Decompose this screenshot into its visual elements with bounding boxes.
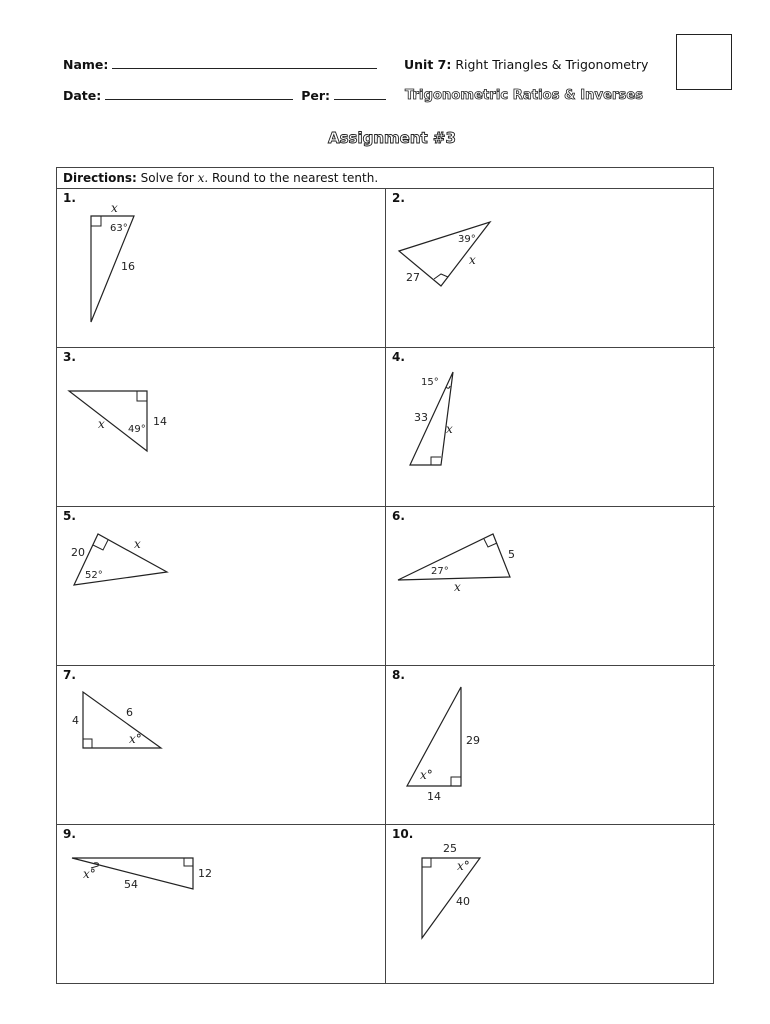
label-side: 14 [153, 415, 167, 428]
problem-8-cell [386, 666, 715, 825]
directions-label: Directions: [63, 171, 137, 185]
label-angle: x° [83, 867, 96, 881]
label-angle: 39° [458, 234, 476, 245]
problem-number: 10. [392, 827, 414, 841]
problem-number: 6. [392, 509, 405, 523]
directions-row [57, 168, 713, 189]
problem-number: 2. [392, 191, 405, 205]
label-x: x [134, 537, 141, 551]
assignment-title: Assignment #3 [328, 129, 456, 147]
period-label: Per: [301, 88, 331, 103]
label-angle: 15° [421, 377, 439, 388]
date-blank[interactable] [105, 89, 293, 100]
label-angle: x° [420, 768, 433, 782]
label-side: 4 [72, 714, 79, 727]
problem-7-triangle [57, 666, 386, 825]
label-x: x [469, 253, 476, 267]
problem-2-cell [386, 189, 715, 348]
label-hypotenuse: 6 [126, 706, 133, 719]
label-angle: 52° [85, 570, 103, 581]
label-x: x [454, 580, 461, 594]
problem-5-cell [57, 507, 386, 666]
problem-6-cell [386, 507, 715, 666]
label-x: x [446, 422, 453, 436]
problem-number: 8. [392, 668, 405, 682]
problem-number: 7. [63, 668, 76, 682]
problem-3-cell [57, 348, 386, 507]
label-x: x [111, 201, 118, 215]
date-field [63, 88, 386, 103]
problem-2-triangle [386, 189, 715, 348]
name-blank[interactable] [112, 58, 377, 69]
label-side: 20 [71, 546, 85, 559]
grade-box[interactable] [676, 34, 732, 90]
directions-variable: x. [197, 171, 209, 185]
problem-8-triangle [386, 666, 715, 825]
problem-number: 9. [63, 827, 76, 841]
date-label: Date: [63, 88, 102, 103]
label-angle: x° [129, 732, 142, 746]
label-x: x [98, 417, 105, 431]
label-base: 14 [427, 790, 441, 803]
label-side: 12 [198, 867, 212, 880]
worksheet-table [56, 167, 714, 984]
problem-10-cell [386, 825, 715, 983]
label-hypotenuse: 40 [456, 895, 470, 908]
problem-number: 1. [63, 191, 76, 205]
unit-heading [404, 57, 648, 72]
label-base: 27 [406, 271, 420, 284]
lesson-subtitle: Trigonometric Ratios & Inverses [405, 88, 644, 103]
label-side: 33 [414, 411, 428, 424]
label-top: 25 [443, 842, 457, 855]
label-side: 5 [508, 548, 515, 561]
problem-10-triangle [386, 825, 715, 983]
problem-9-cell [57, 825, 386, 983]
problem-number: 5. [63, 509, 76, 523]
name-label: Name: [63, 57, 109, 72]
label-angle: 27° [431, 566, 449, 577]
problem-9-triangle [57, 825, 386, 983]
problem-3-triangle [57, 348, 386, 507]
problem-6-triangle [386, 507, 715, 666]
label-hypotenuse: 54 [124, 878, 138, 891]
problem-number: 4. [392, 350, 405, 364]
directions-text-2: Round to the nearest tenth. [212, 171, 379, 185]
label-hypotenuse: 16 [121, 260, 135, 273]
problem-7-cell [57, 666, 386, 825]
directions-text-1: Solve for [140, 171, 194, 185]
problem-1-triangle [57, 189, 386, 348]
period-blank[interactable] [334, 89, 386, 100]
name-field [63, 57, 377, 72]
problem-number: 3. [63, 350, 76, 364]
problem-1-cell [57, 189, 386, 348]
label-side: 29 [466, 734, 480, 747]
label-angle: 49° [128, 424, 146, 435]
label-angle: x° [457, 859, 470, 873]
label-angle: 63° [110, 223, 128, 234]
unit-number: Unit 7: [404, 57, 452, 72]
problem-5-triangle [57, 507, 386, 666]
problem-4-cell [386, 348, 715, 507]
unit-title: Right Triangles & Trigonometry [455, 57, 649, 72]
problem-4-triangle [386, 348, 715, 507]
